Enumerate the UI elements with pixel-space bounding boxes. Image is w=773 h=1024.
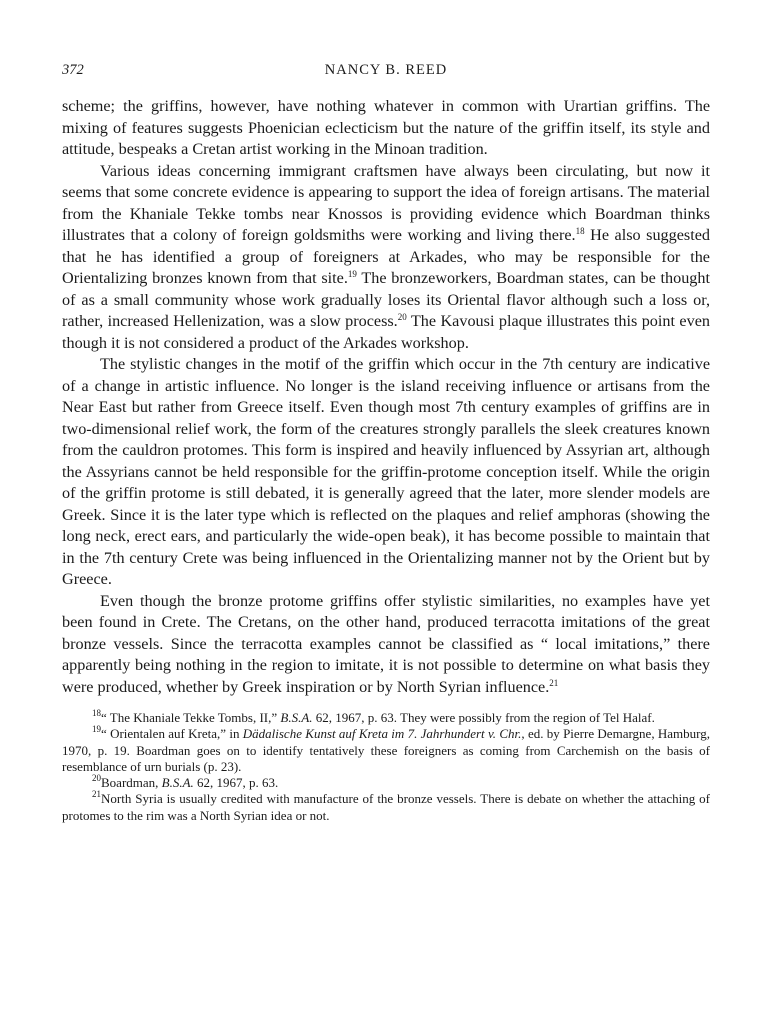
paragraph-2-text-b: He also suggested that he has identified a group of foreigners at Arkades, who may be responsible for the Orientalizing bronzes known from that site. bbox=[62, 226, 710, 287]
page-header bbox=[62, 62, 710, 82]
paragraph-2 bbox=[62, 161, 710, 355]
paragraph-4-text: Even though the bronze protome griffins offer stylistic similarities, no examples have yet been found in Crete. The Cretans, on the other hand, produced terracotta imitations of the great bronze vessels. Since the terracotta examples cannot be classified as “ local imitations,” there apparently being nothing in the region to imitate, it is not possible to determine on what basis they were produced, whether by Greek inspiration or by North Syrian influence. bbox=[62, 591, 710, 696]
running-head: NANCY B. REED bbox=[324, 62, 448, 78]
footnote-ref-19: 19 bbox=[347, 269, 357, 279]
footnote-20 bbox=[62, 775, 710, 791]
footnote-italic: B.S.A. bbox=[161, 775, 194, 791]
paragraph-1 bbox=[62, 96, 710, 161]
footnotes bbox=[62, 710, 710, 824]
paragraph-1-text: scheme; the griffins, however, have nothing whatever in common with Urartian griffins. The mixing of features suggests Phoenician eclecticism but the nature of the griffin itself, its style and attitude, bespeaks a Cretan artist working in the Minoan tradition. bbox=[62, 97, 710, 158]
paragraph-3-text: The stylistic changes in the motif of the griffin which occur in the 7th century are indicative of a change in artistic influence. No longer is the island receiving influence or artisans from the Near East but rather from Greece itself. Even though most 7th century examples of griffins are in two-dimensional relief work, the form of the creatures strongly parallels the sleek creatures known from the cauldron protomes. This form is inspired and heavily influenced by Assyrian art, although the Assyrians cannot be held responsible for the griffin-protome conception itself. While the origin of the griffin protome is still debated, it is generally agreed that the later, more slender models are Greek. Since it is the later type which is reflected on the plaques and relief amphoras (showing the long neck, erect ears, and particularly the wide-open beak), it has become possible to maintain that in the 7th century Crete was being influenced in the Orientalizing manner not by the Orient but by Greece. bbox=[62, 355, 710, 588]
footnote-number: 18 bbox=[92, 708, 101, 718]
paragraph-3 bbox=[62, 354, 710, 591]
footnote-text: 62, 1967, p. 63. They were possibly from the region of Tel Halaf. bbox=[312, 710, 655, 725]
paragraph-2-text-d: The Kavousi plaque illustrates this point even though it is not considered a product of the Arkades workshop. bbox=[62, 312, 710, 352]
footnote-text: , ed. by Pierre Demargne, Hamburg, 1970, p. 19. Boardman goes on to identify tentatively these foreigners as coming from Carchemish on the basis of resemblance of urn burials (p. 23). bbox=[62, 726, 710, 774]
page-number: 372 bbox=[62, 62, 84, 78]
footnote-ref-18: 18 bbox=[575, 226, 585, 236]
footnote-21 bbox=[62, 791, 710, 824]
paragraph-2-text-c: The bronzeworkers, Boardman states, can be thought of as a small community whose work gradually loses its Oriental flavor although such a loss or, rather, increased Hellenization, was a slow process. bbox=[62, 269, 710, 330]
paragraph-4 bbox=[62, 591, 710, 699]
footnote-italic: Dädalische Kunst auf Kreta im 7. Jahrhundert v. Chr. bbox=[242, 726, 522, 742]
footnote-text: Boardman, bbox=[101, 775, 162, 791]
body-text bbox=[62, 96, 710, 824]
footnote-number: 19 bbox=[92, 724, 101, 735]
footnote-text: “ Orientalen auf Kreta,” in bbox=[101, 726, 243, 742]
footnote-ref-20: 20 bbox=[397, 312, 407, 322]
footnote-text: North Syria is usually credited with manufacture of the bronze vessels. There is debate on whether the attaching of protomes to the rim was a North Syrian idea or not. bbox=[62, 791, 710, 823]
footnote-text: “ The Khaniale Tekke Tombs, II,” bbox=[101, 710, 281, 725]
footnote-number: 21 bbox=[92, 789, 101, 800]
footnote-18 bbox=[62, 710, 710, 726]
paragraph-2-text-a: Various ideas concerning immigrant craftsmen have always been circulating, but now it seems that some concrete evidence is appearing to support the idea of foreign artisans. The material from the Khaniale Tekke tombs near Knossos is providing evidence which Boardman thinks illustrates that a colony of foreign goldsmiths were working and living there. bbox=[62, 161, 710, 244]
footnote-text: 62, 1967, p. 63. bbox=[193, 775, 279, 791]
footnote-number: 20 bbox=[92, 773, 101, 784]
footnote-19 bbox=[62, 726, 710, 775]
footnote-ref-21: 21 bbox=[549, 677, 559, 688]
footnote-italic: B.S.A. bbox=[280, 710, 313, 725]
